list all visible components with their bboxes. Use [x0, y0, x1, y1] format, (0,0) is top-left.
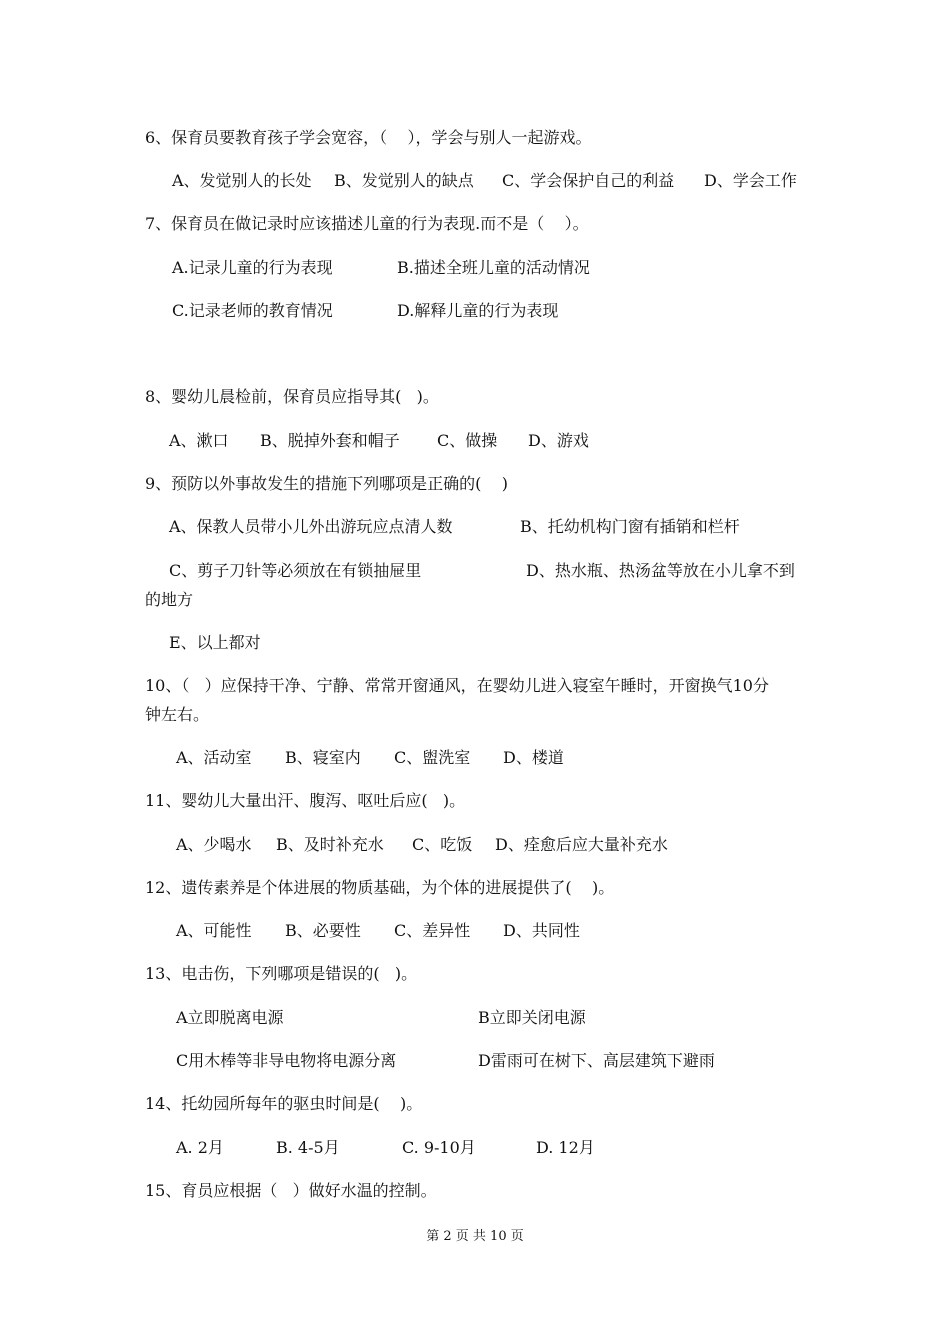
- question-9-option-d: D、热水瓶、热汤盆等放在小儿拿不到: [526, 561, 795, 580]
- question-6-option-c: C、学会保护自己的利益: [502, 171, 675, 190]
- question-14-stem: 14、托幼园所每年的驱虫时间是( )。: [145, 1094, 423, 1113]
- question-6-option-d: D、学会工作: [704, 171, 797, 190]
- question-14-option-d: D. 12月: [536, 1138, 595, 1157]
- question-9-option-a: A、保教人员带小儿外出游玩应点清人数: [169, 517, 453, 536]
- question-8-option-d: D、游戏: [528, 431, 589, 450]
- question-13-option-d: D雷雨可在树下、高层建筑下避雨: [478, 1051, 715, 1070]
- question-13-option-c: C用木棒等非导电物将电源分离: [176, 1051, 397, 1070]
- question-6-stem: 6、保育员要教育孩子学会宽容，（ ），学会与别人一起游戏。: [145, 128, 592, 147]
- question-9-stem: 9、预防以外事故发生的措施下列哪项是正确的( ): [145, 474, 509, 493]
- page-number-footer: 第 2 页 共 10 页: [426, 1229, 524, 1244]
- question-14-option-c: C. 9-10月: [402, 1138, 476, 1157]
- question-7-option-d: D.解释儿童的行为表现: [397, 301, 559, 320]
- question-11-option-a: A、少喝水: [176, 835, 252, 854]
- question-11-option-b: B、及时补充水: [276, 835, 384, 854]
- question-8-option-a: A、漱口: [169, 431, 229, 450]
- question-6-option-a: A、发觉别人的长处: [172, 171, 312, 190]
- question-12-stem: 12、遗传素养是个体进展的物质基础，为个体的进展提供了( )。: [145, 878, 615, 897]
- question-12-option-a: A、可能性: [176, 921, 252, 940]
- question-10-stem-continued: 钟左右。: [145, 705, 210, 724]
- question-8-option-b: B、脱掉外套和帽子: [260, 431, 400, 450]
- question-10-option-c: C、盥洗室: [394, 748, 471, 767]
- question-12-option-d: D、共同性: [503, 921, 580, 940]
- question-11-stem: 11、婴幼儿大量出汗、腹泻、呕吐后应( )。: [145, 791, 466, 810]
- question-13-stem: 13、电击伤，下列哪项是错误的( )。: [145, 964, 418, 983]
- question-13-option-b: B立即关闭电源: [478, 1008, 586, 1027]
- question-10-stem: 10、（ ）应保持干净、宁静、常常开窗通风，在婴幼儿进入寝室午睡时，开窗换气10分: [145, 676, 769, 695]
- question-7-option-b: B.描述全班儿童的活动情况: [397, 258, 590, 277]
- question-11-option-c: C、吃饭: [412, 835, 473, 854]
- question-11-option-d: D、痊愈后应大量补充水: [495, 835, 668, 854]
- question-7-option-c: C.记录老师的教育情况: [172, 301, 333, 320]
- question-8-stem: 8、婴幼儿晨检前，保育员应指导其( )。: [145, 387, 439, 406]
- question-10-option-a: A、活动室: [176, 748, 252, 767]
- question-8-option-c: C、做操: [437, 431, 498, 450]
- question-12-option-c: C、差异性: [394, 921, 471, 940]
- question-13-option-a: A立即脱离电源: [176, 1008, 284, 1027]
- question-9-option-b: B、托幼机构门窗有插销和栏杆: [520, 517, 740, 536]
- question-12-option-b: B、必要性: [285, 921, 361, 940]
- question-9-option-c: C、剪子刀针等必须放在有锁抽屉里: [169, 561, 422, 580]
- question-10-option-d: D、楼道: [503, 748, 564, 767]
- question-9-option-d-continued: 的地方: [145, 590, 194, 609]
- question-14-option-a: A. 2月: [176, 1138, 224, 1157]
- question-7-stem: 7、保育员在做记录时应该描述儿童的行为表现.而不是（ ）。: [145, 214, 589, 233]
- question-14-option-b: B. 4-5月: [276, 1138, 340, 1157]
- question-9-option-e: E、以上都对: [169, 633, 261, 652]
- question-15-stem: 15、育员应根据（ ）做好水温的控制。: [145, 1181, 437, 1200]
- question-6-option-b: B、发觉别人的缺点: [334, 171, 474, 190]
- question-10-option-b: B、寝室内: [285, 748, 361, 767]
- question-7-option-a: A.记录儿童的行为表现: [172, 258, 333, 277]
